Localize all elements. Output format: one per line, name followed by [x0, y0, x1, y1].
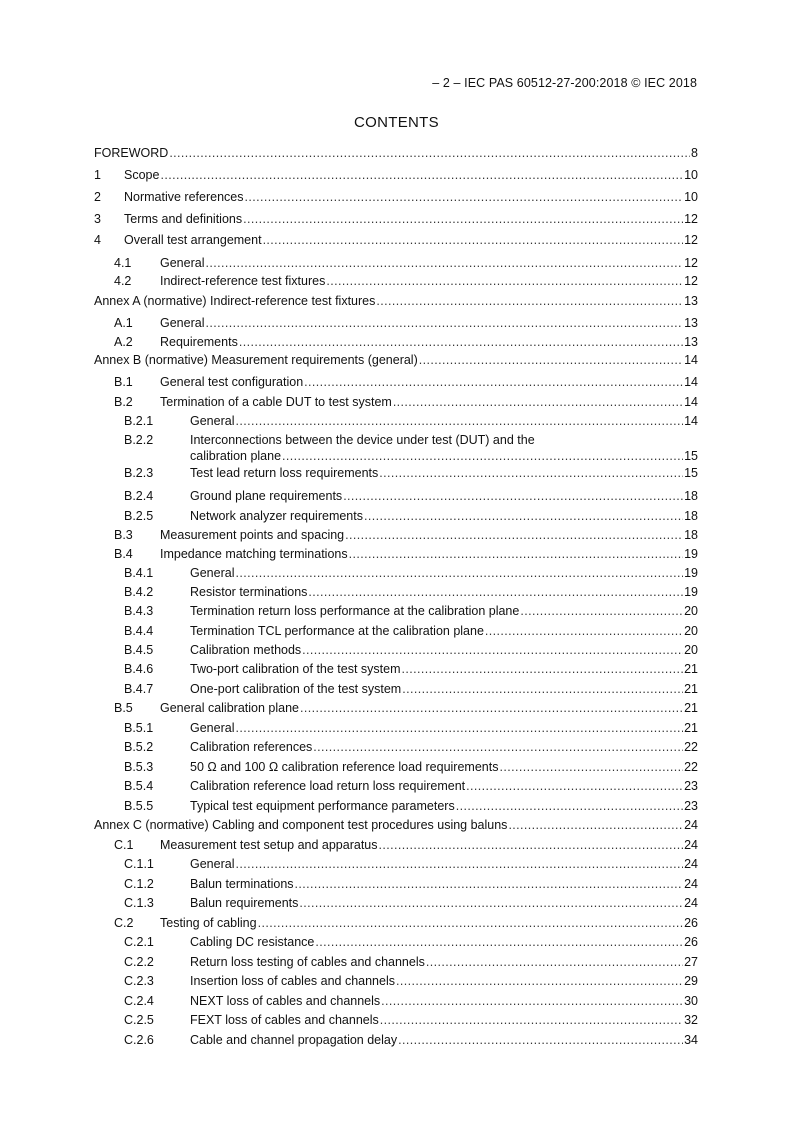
dot-leader — [326, 273, 683, 289]
page-title: CONTENTS — [354, 114, 439, 131]
dot-leader — [235, 856, 683, 872]
toc-entry-title: Testing of cabling — [160, 916, 257, 930]
toc-entry-title: Normative references — [124, 190, 244, 204]
toc-entry-page: 24 — [684, 857, 698, 871]
dot-leader — [499, 759, 683, 775]
toc-entry[interactable] — [94, 759, 698, 775]
dot-leader — [402, 681, 683, 697]
toc-entry-number: B.4.6 — [124, 662, 154, 676]
toc-entry-number: B.4 — [114, 547, 133, 561]
toc-entry[interactable] — [94, 681, 698, 697]
toc-entry-page: 20 — [684, 624, 698, 638]
toc-entry-page: 20 — [684, 604, 698, 618]
toc-entry[interactable] — [94, 661, 698, 677]
toc-entry-title: Cabling DC resistance — [190, 935, 315, 949]
toc-entry[interactable] — [94, 527, 698, 543]
toc-entry-title: Annex B (normative) Measurement requirements (general) — [94, 353, 418, 367]
toc-entry-title: Two-port calibration of the test system — [190, 662, 401, 676]
toc-entry[interactable] — [94, 565, 698, 581]
toc-entry-number: B.4.5 — [124, 643, 154, 657]
toc-entry-number: B.2.5 — [124, 509, 154, 523]
dot-leader — [393, 394, 683, 410]
toc-entry-page: 18 — [684, 528, 698, 542]
dot-leader — [302, 642, 683, 658]
toc-entry[interactable] — [94, 700, 698, 716]
toc-entry[interactable] — [94, 876, 698, 892]
toc-entry[interactable] — [94, 778, 698, 794]
dot-leader — [364, 508, 683, 524]
toc-entry-number: 4 — [94, 233, 101, 247]
dot-leader — [380, 1012, 683, 1028]
toc-entry-number: 4.2 — [114, 274, 132, 288]
toc-entry-page: 18 — [684, 489, 698, 503]
toc-entry-title: Calibration references — [190, 740, 313, 754]
toc-entry-number: B.1 — [114, 375, 133, 389]
toc-entry-title: Cable and channel propagation delay — [190, 1033, 398, 1047]
toc-entry-page: 14 — [684, 353, 698, 367]
toc-entry-page: 26 — [684, 916, 698, 930]
toc-entry-title: Requirements — [160, 335, 238, 349]
toc-entry[interactable] — [94, 817, 698, 833]
dot-leader — [263, 232, 684, 248]
dot-leader — [160, 167, 683, 183]
toc-entry-number: B.4.4 — [124, 624, 154, 638]
toc-entry[interactable] — [94, 273, 698, 289]
toc-entry-page: 15 — [684, 466, 698, 480]
toc-entry-page: 24 — [684, 818, 698, 832]
toc-entry[interactable] — [94, 603, 698, 619]
dot-leader — [169, 145, 690, 161]
toc-entry-number: C.2.4 — [124, 994, 154, 1008]
dot-leader — [299, 895, 683, 911]
toc-entry-number: C.1 — [114, 838, 134, 852]
toc-entry-page: 14 — [684, 375, 698, 389]
dot-leader — [235, 565, 683, 581]
toc-entry-number: C.2.3 — [124, 974, 154, 988]
toc-entry[interactable] — [94, 584, 698, 600]
toc-entry-title: Annex A (normative) Indirect-reference test fixtures — [94, 294, 376, 308]
toc-entry-title: General test configuration — [160, 375, 304, 389]
toc-entry[interactable] — [94, 432, 698, 464]
page-header: – 2 – IEC PAS 60512-27-200:2018 © IEC 2018 — [432, 76, 697, 90]
toc-entry-number: 4.1 — [114, 256, 132, 270]
toc-entry-title: General calibration plane — [160, 701, 299, 715]
toc-entry[interactable] — [94, 211, 698, 227]
toc-entry-number: C.1.3 — [124, 896, 154, 910]
toc-entry-page: 18 — [684, 509, 698, 523]
dot-leader — [235, 413, 683, 429]
dot-leader — [379, 837, 684, 853]
toc-entry-number: A.1 — [114, 316, 133, 330]
toc-entry[interactable] — [94, 739, 698, 755]
toc-entry[interactable] — [94, 837, 698, 853]
toc-entry-title: One-port calibration of the test system — [190, 682, 402, 696]
toc-entry-page: 23 — [684, 779, 698, 793]
toc-entry-title: FOREWORD — [94, 146, 169, 160]
toc-entry-number: C.2.5 — [124, 1013, 154, 1027]
toc-entry-page: 14 — [684, 414, 698, 428]
toc-entry[interactable] — [94, 334, 698, 350]
toc-entry-title: Scope — [124, 168, 160, 182]
toc-entry-number: B.2.2 — [124, 433, 154, 447]
toc-entry-number: B.3 — [114, 528, 133, 542]
toc-entry-number: C.2.2 — [124, 955, 154, 969]
toc-entry-page: 26 — [684, 935, 698, 949]
dot-leader — [520, 603, 683, 619]
toc-entry-page: 21 — [684, 701, 698, 715]
toc-entry-page: 34 — [684, 1033, 698, 1047]
toc-entry-title: calibration plane — [190, 449, 282, 463]
toc-entry[interactable] — [94, 954, 698, 970]
toc-entry-number: C.1.2 — [124, 877, 154, 891]
toc-entry-number: B.2 — [114, 395, 133, 409]
toc-entry-page: 20 — [684, 643, 698, 657]
dot-leader — [345, 527, 683, 543]
toc-entry-number: B.2.1 — [124, 414, 154, 428]
toc-entry[interactable] — [94, 973, 698, 989]
toc-entry-title: Resistor terminations — [190, 585, 308, 599]
toc-entry-page: 27 — [684, 955, 698, 969]
toc-entry-page: 21 — [684, 721, 698, 735]
toc-entry-title: General — [190, 566, 235, 580]
toc-entry-number: B.4.2 — [124, 585, 154, 599]
dot-leader — [308, 584, 683, 600]
toc-entry-page: 19 — [684, 566, 698, 580]
toc-entry-number: B.5.4 — [124, 779, 154, 793]
toc-entry-page: 14 — [684, 395, 698, 409]
toc-entry-number: B.4.7 — [124, 682, 154, 696]
toc-entry[interactable] — [94, 352, 698, 368]
dot-leader — [315, 934, 683, 950]
toc-entry-page: 12 — [684, 274, 698, 288]
toc-entry-number: B.5.3 — [124, 760, 154, 774]
toc-entry[interactable] — [94, 465, 698, 481]
toc-entry-number: B.5.2 — [124, 740, 154, 754]
toc-entry[interactable] — [94, 413, 698, 429]
toc-entry-page: 22 — [684, 740, 698, 754]
toc-entry[interactable] — [94, 232, 698, 248]
dot-leader — [398, 1032, 683, 1048]
toc-entry[interactable] — [94, 856, 698, 872]
dot-leader — [205, 255, 683, 271]
toc-entry-title: Return loss testing of cables and channels — [190, 955, 425, 969]
toc-entry-title: 50 Ω and 100 Ω calibration reference load requirements — [190, 760, 499, 774]
toc-entry-number: C.2.6 — [124, 1033, 154, 1047]
toc-entry-title: General — [160, 316, 205, 330]
toc-entry[interactable] — [94, 623, 698, 639]
toc-entry-title: Insertion loss of cables and channels — [190, 974, 395, 988]
toc-entry-page: 12 — [684, 233, 698, 247]
toc-entry-page: 24 — [684, 838, 698, 852]
toc-entry-page: 15 — [684, 449, 698, 463]
toc-entry[interactable] — [94, 508, 698, 524]
dot-leader — [466, 778, 683, 794]
dot-leader — [258, 915, 684, 931]
toc-entry[interactable] — [94, 293, 698, 309]
dot-leader — [419, 352, 683, 368]
toc-entry[interactable] — [94, 189, 698, 205]
toc-entry[interactable] — [94, 145, 698, 161]
dot-leader — [426, 954, 683, 970]
toc-entry-number: B.2.4 — [124, 489, 154, 503]
dot-leader — [205, 315, 683, 331]
toc-entry[interactable] — [94, 934, 698, 950]
toc-entry-title: Termination of a cable DUT to test system — [160, 395, 392, 409]
toc-entry[interactable] — [94, 315, 698, 331]
dot-leader — [313, 739, 683, 755]
toc-entry-page: 13 — [684, 294, 698, 308]
toc-entry[interactable] — [94, 1012, 698, 1028]
toc-entry[interactable] — [94, 255, 698, 271]
toc-entry-number: B.5.1 — [124, 721, 154, 735]
toc-entry[interactable] — [94, 546, 698, 562]
dot-leader — [508, 817, 683, 833]
dot-leader — [239, 334, 683, 350]
dot-leader — [243, 211, 683, 227]
toc-entry-page: 13 — [684, 316, 698, 330]
dot-leader — [485, 623, 683, 639]
toc-entry-title: Impedance matching terminations — [160, 547, 348, 561]
toc-entry-number: C.2.1 — [124, 935, 154, 949]
dot-leader — [245, 189, 684, 205]
toc-entry-number: C.1.1 — [124, 857, 154, 871]
toc-entry-page: 21 — [684, 662, 698, 676]
dot-leader — [456, 798, 683, 814]
toc-entry-number: B.5 — [114, 701, 133, 715]
dot-leader — [235, 720, 683, 736]
toc-entry-title: Measurement points and spacing — [160, 528, 345, 542]
toc-entry[interactable] — [94, 1032, 698, 1048]
toc-entry-number: A.2 — [114, 335, 133, 349]
toc-entry-title: NEXT loss of cables and channels — [190, 994, 381, 1008]
toc-entry-number: B.5.5 — [124, 799, 154, 813]
dot-leader — [343, 488, 683, 504]
toc-entry-title: Test lead return loss requirements — [190, 466, 379, 480]
toc-entry[interactable] — [94, 798, 698, 814]
toc-entry-title: General — [160, 256, 205, 270]
toc-entry-title: Balun requirements — [190, 896, 299, 910]
dot-leader — [376, 293, 683, 309]
toc-entry-title: Ground plane requirements — [190, 489, 343, 503]
toc-entry-title: Calibration reference load return loss requirement — [190, 779, 466, 793]
toc-entry[interactable] — [94, 642, 698, 658]
dot-leader — [300, 700, 683, 716]
toc-entry-title: General — [190, 857, 235, 871]
toc-entry[interactable] — [94, 488, 698, 504]
toc-entry[interactable] — [94, 993, 698, 1009]
dot-leader — [349, 546, 683, 562]
toc-entry-number: B.4.3 — [124, 604, 154, 618]
toc-entry-title: General — [190, 414, 235, 428]
toc-entry-title: Terms and definitions — [124, 212, 243, 226]
toc-entry-page: 24 — [684, 877, 698, 891]
toc-entry-title: Network analyzer requirements — [190, 509, 363, 523]
toc-entry-title-line1: Interconnections between the device under test (DUT) and the — [190, 433, 535, 447]
toc-entry[interactable] — [94, 394, 698, 410]
toc-entry-number: B.4.1 — [124, 566, 154, 580]
toc-entry-title: FEXT loss of cables and channels — [190, 1013, 379, 1027]
toc-entry-page: 21 — [684, 682, 698, 696]
toc-entry-page: 30 — [684, 994, 698, 1008]
toc-entry[interactable] — [94, 895, 698, 911]
toc-entry-page: 13 — [684, 335, 698, 349]
toc-entry-title: Termination return loss performance at the calibration plane — [190, 604, 520, 618]
toc-entry-title: Typical test equipment performance parameters — [190, 799, 455, 813]
toc-entry[interactable] — [94, 915, 698, 931]
toc-entry-page: 10 — [684, 190, 698, 204]
toc-entry-number: C.2 — [114, 916, 134, 930]
dot-leader — [379, 465, 683, 481]
dot-leader — [282, 448, 683, 464]
dot-leader — [295, 876, 684, 892]
toc-entry-page: 19 — [684, 547, 698, 561]
toc-entry-page: 12 — [684, 212, 698, 226]
dot-leader — [402, 661, 684, 677]
toc-entry-number: 2 — [94, 190, 101, 204]
toc-entry-title: Overall test arrangement — [124, 233, 262, 247]
dot-leader — [381, 993, 683, 1009]
toc-entry-title: Termination TCL performance at the calibration plane — [190, 624, 484, 638]
toc-entry-page: 22 — [684, 760, 698, 774]
toc-entry-title: Balun terminations — [190, 877, 294, 891]
toc-entry-page: 29 — [684, 974, 698, 988]
toc-entry[interactable] — [94, 720, 698, 736]
toc-entry-title: General — [190, 721, 235, 735]
dot-leader — [304, 374, 683, 390]
toc-entry-page: 12 — [684, 256, 698, 270]
toc-entry-page: 8 — [691, 146, 698, 160]
toc-entry-title: Calibration methods — [190, 643, 302, 657]
toc-entry-page: 23 — [684, 799, 698, 813]
toc-entry-page: 10 — [684, 168, 698, 182]
toc-entry-number: 3 — [94, 212, 101, 226]
toc-entry[interactable] — [94, 374, 698, 390]
toc-entry-page: 32 — [684, 1013, 698, 1027]
toc-entry-title: Annex C (normative) Cabling and component test procedures using baluns — [94, 818, 508, 832]
toc-entry-title: Measurement test setup and apparatus — [160, 838, 378, 852]
toc-entry-number: B.2.3 — [124, 466, 154, 480]
toc-entry-page: 24 — [684, 896, 698, 910]
toc-entry-page: 19 — [684, 585, 698, 599]
toc-entry-title: Indirect-reference test fixtures — [160, 274, 326, 288]
toc-entry[interactable] — [94, 167, 698, 183]
dot-leader — [396, 973, 683, 989]
toc-entry-number: 1 — [94, 168, 101, 182]
